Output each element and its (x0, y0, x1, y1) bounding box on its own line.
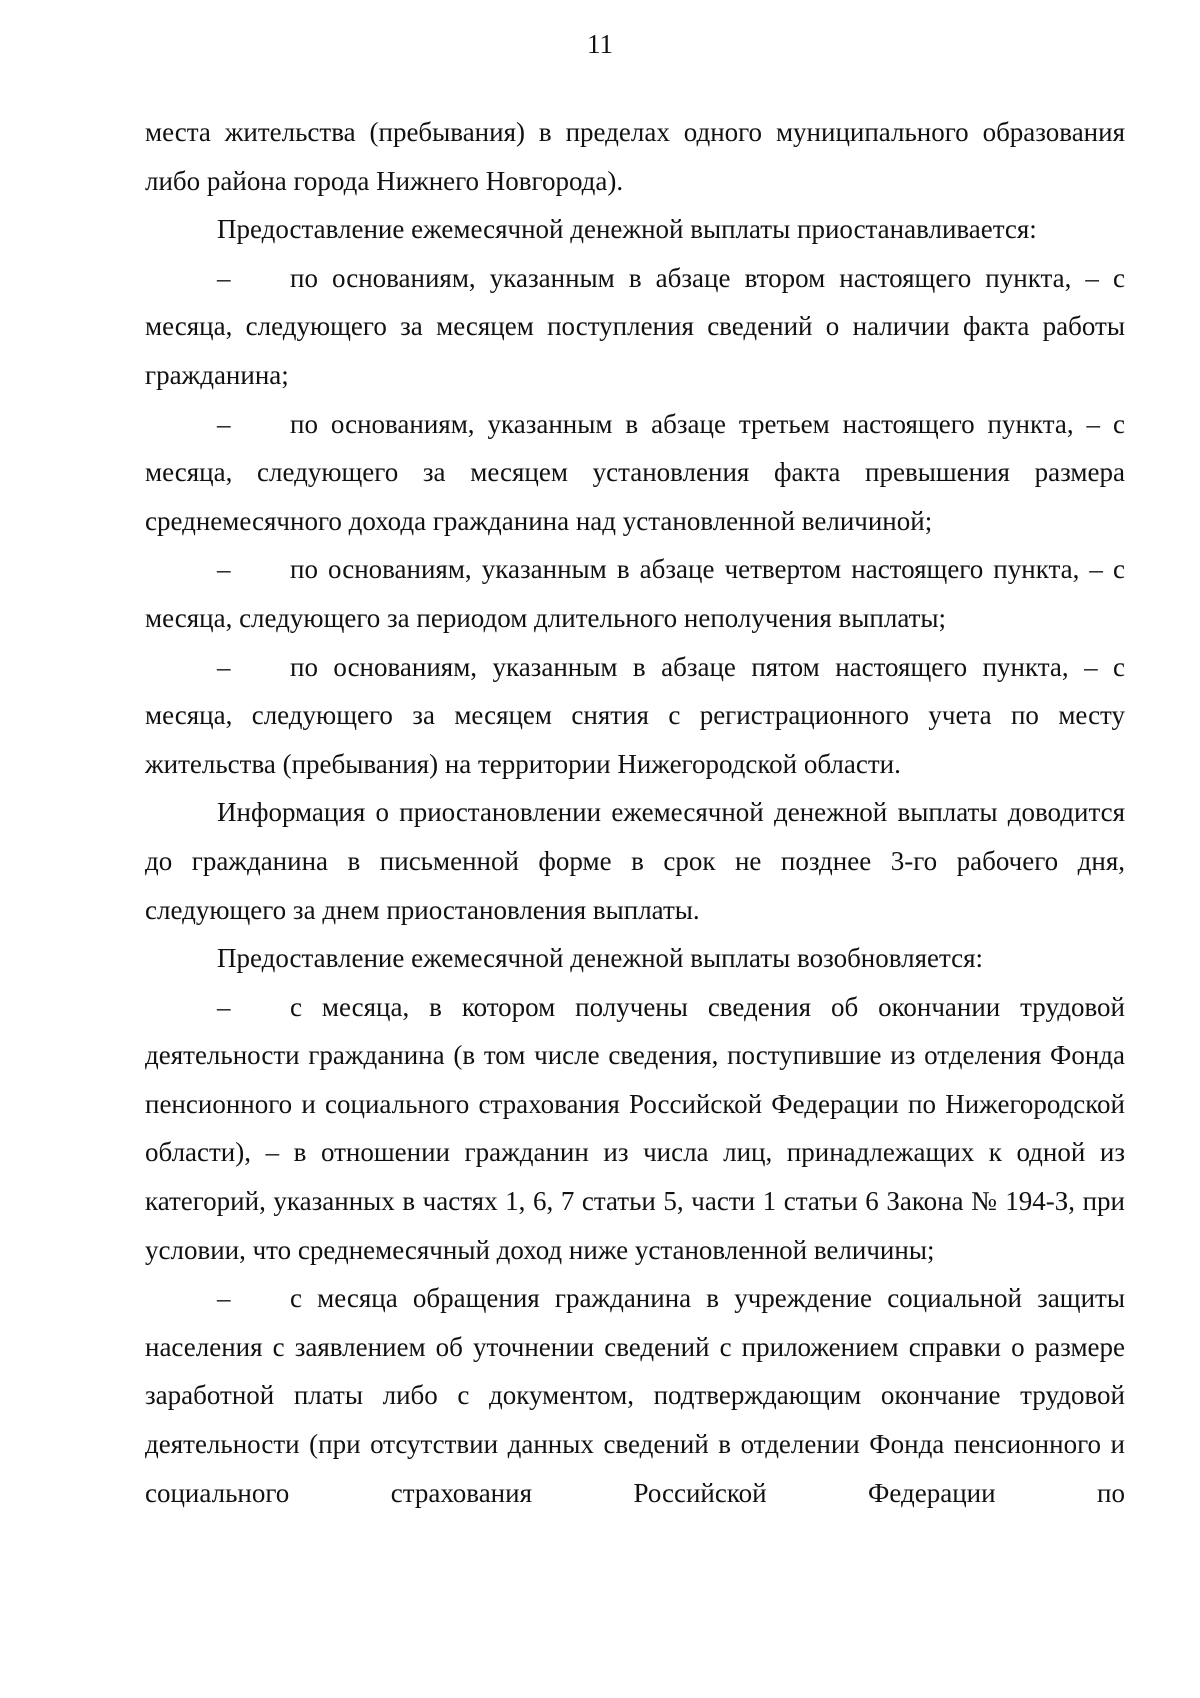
dash-marker: – (217, 651, 231, 682)
list-item-text: с месяца обращения гражданина в учреждение социальной защиты населения с заявлением об уточнении сведений с приложением справки о размере заработной платы либо с документом, подтверждающим окончание трудовой деятельности (при отсутствии данных сведений в отделении Фонда пенсионного и социального страхования Российской Федерации по (145, 1283, 1125, 1508)
paragraph-suspension-notice: Информация о приостановлении ежемесячной денежной выплаты доводится до гражданина в письменной форме в срок не позднее 3-го рабочего дня, следующего за днем приостановления выплаты. (145, 797, 1125, 925)
list-item-resumption-application (145, 1274, 1125, 1517)
list-item-text: по основаниям, указанным в абзаце четвертом настоящего пункта, – с месяца, следующего за периодом длительного неполучения выплаты; (145, 554, 1125, 633)
paragraph-continuation: места жительства (пребывания) в пределах одного муниципального образования либо района города Нижнего Новгорода). (145, 117, 1125, 196)
list-item-suspension-fourth-paragraph (145, 545, 1125, 642)
paragraph-resumption-intro: Предоставление ежемесячной денежной выплаты возобновляется: (217, 943, 984, 974)
list-item-text: по основаниям, указанным в абзаце пятом настоящего пункта, – с месяца, следующего за месяцем снятия с регистрационного учета по месту жительства (пребывания) на территории Нижегородской области. (145, 651, 1125, 779)
paragraph-suspension-intro: Предоставление ежемесячной денежной выплаты приостанавливается: (217, 214, 1037, 245)
dash-marker: – (217, 1283, 231, 1314)
list-item-suspension-fifth-paragraph (145, 643, 1125, 789)
list-item-suspension-second-paragraph (145, 254, 1125, 400)
list-item-text: по основаниям, указанным в абзаце третьем настоящего пункта, – с месяца, следующего за месяцем установления факта превышения размера среднемесячного дохода гражданина над установленной величиной; (145, 408, 1125, 536)
page-number: 11 (587, 29, 613, 59)
list-item-resumption-employment-end (145, 983, 1125, 1275)
list-item-suspension-third-paragraph (145, 400, 1125, 546)
document-body (145, 108, 1125, 1517)
dash-marker: – (217, 408, 231, 439)
list-item-text: по основаниям, указанным в абзаце втором настоящего пункта, – с месяца, следующего за месяцем поступления сведений о наличии факта работы гражданина; (145, 262, 1125, 390)
dash-marker: – (217, 554, 231, 585)
dash-marker: – (217, 991, 231, 1022)
list-item-text: с месяца, в котором получены сведения об окончании трудовой деятельности гражданина (в том числе сведения, поступившие из отделения Фонда пенсионного и социального страхования Российской Федерации по Нижегородской области), – в отношении гражданин из числа лиц, принадлежащих к одной из категорий, указанных в частях 1, 6, 7 статьи 5, части 1 статьи 6 Закона № 194-З, при условии, что среднемесячный доход ниже установленной величины; (145, 991, 1125, 1265)
dash-marker: – (217, 262, 231, 293)
